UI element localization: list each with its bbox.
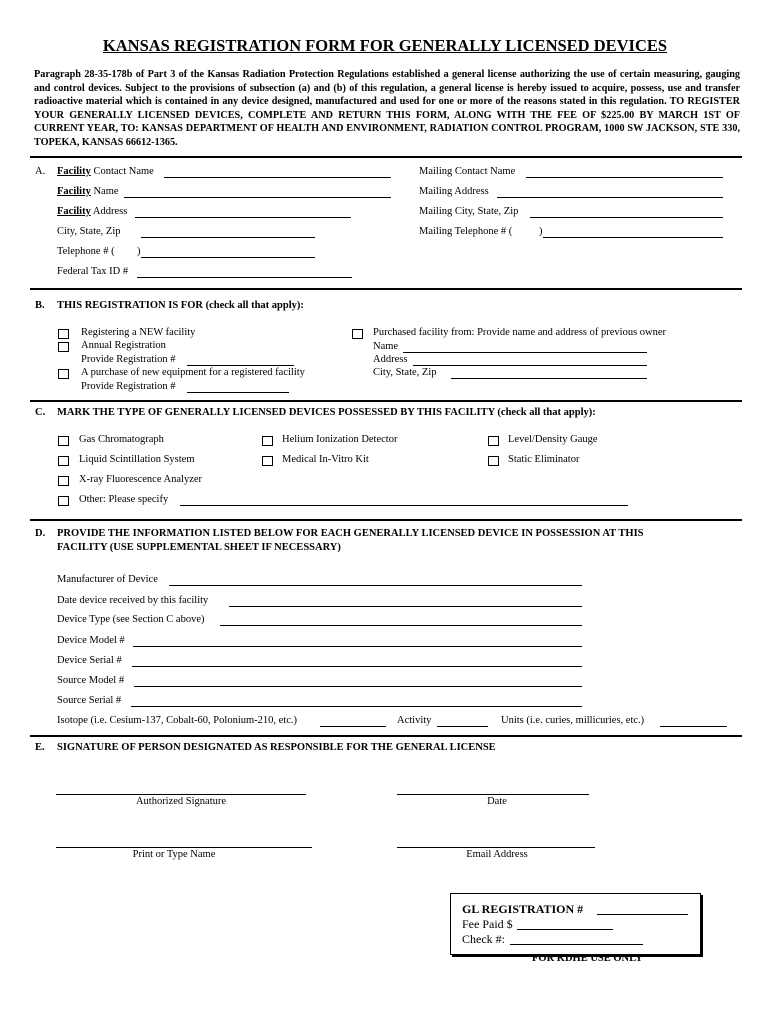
medical-kit-label: Medical In-Vitro Kit (282, 454, 369, 465)
previous-owner-name-label: Name (373, 341, 399, 352)
annual-registration-label: Annual Registration (81, 340, 166, 351)
facility-address-label: Facility Address (57, 206, 128, 217)
previous-owner-address-field[interactable] (413, 355, 647, 366)
page-title: KANSAS REGISTRATION FORM FOR GENERALLY LICENSED DEVICES (102, 36, 668, 55)
check-label: Check #: (462, 932, 505, 946)
federal-tax-id-label: Federal Tax ID # (57, 266, 129, 277)
liquid-scintillation-checkbox[interactable] (58, 456, 69, 466)
isotope-label: Isotope (i.e. Cesium-137, Cobalt-60, Polonium-210, etc.) (57, 715, 298, 726)
source-serial-field[interactable] (131, 696, 582, 707)
helium-detector-checkbox[interactable] (262, 436, 273, 446)
manufacturer-label: Manufacturer of Device (57, 574, 158, 585)
section-a-letter: A. (35, 166, 46, 177)
new-facility-checkbox[interactable] (58, 329, 69, 339)
mailing-telephone-label: Mailing Telephone # ( (419, 226, 513, 237)
date-received-field[interactable] (229, 596, 582, 607)
intro-paragraph: Paragraph 28-35-178b of Part 3 of the Kansas Radiation Protection Regulations established a general license authorizing the use of certain measuring, gauging and control devices. Subject to the provisions of subsection (a) and (b) of this regulation, a general license is hereby issued to acquire, possess, use and transfer radioactive material which is contained in any device designed, manufactured and used for one or more of the reasons stated in this regulation. TO REGISTER YOUR GENERALLY LICENSED DEVICES, COMPLETE AND RETURN THIS FORM, ALONG WITH THE FEE OF $225.00 BY MARCH 1ST OF CURRENT YEAR, TO: KANSAS DEPARTMENT OF HEALTH AND ENVIRONMENT, RADIATION CONTROL PROGRAM, 1000 SW JACKSON, STE 330, TOPEKA, KANSAS 66612-1365. (34, 69, 740, 148)
level-density-checkbox[interactable] (488, 436, 499, 446)
xray-analyzer-checkbox[interactable] (58, 476, 69, 486)
mailing-contact-name-field[interactable] (526, 167, 723, 178)
purchase-new-equipment-label: A purchase of new equipment for a registered facility (81, 367, 305, 378)
federal-tax-id-field[interactable] (137, 267, 352, 278)
city-state-zip-label: City, State, Zip (57, 226, 121, 237)
gl-registration-field[interactable] (597, 904, 688, 915)
mailing-telephone-paren: ) (539, 226, 543, 237)
facility-contact-name-label: Facility Contact Name (57, 166, 154, 177)
print-name-field[interactable] (56, 837, 312, 848)
activity-label: Activity (397, 715, 432, 726)
liquid-scintillation-label: Liquid Scintillation System (79, 454, 195, 465)
facility-address-field[interactable] (135, 207, 351, 218)
date-label: Date (487, 796, 507, 807)
telephone-field[interactable] (141, 247, 315, 258)
city-state-zip-field[interactable] (141, 227, 315, 238)
annual-registration-checkbox[interactable] (58, 342, 69, 352)
mailing-address-label: Mailing Address (419, 186, 489, 197)
date-field[interactable] (397, 784, 589, 795)
device-model-field[interactable] (133, 636, 582, 647)
previous-owner-address-label: Address (373, 354, 408, 365)
level-density-label: Level/Density Gauge (508, 434, 598, 445)
previous-owner-city-field[interactable] (451, 368, 647, 379)
mailing-city-label: Mailing City, State, Zip (419, 206, 519, 217)
facility-contact-name-field[interactable] (164, 167, 391, 178)
facility-name-field[interactable] (124, 187, 391, 198)
previous-owner-city-label: City, State, Zip (373, 367, 437, 378)
other-checkbox[interactable] (58, 496, 69, 506)
provide-registration-label: Provide Registration # (81, 354, 176, 365)
mailing-telephone-field[interactable] (543, 227, 723, 238)
device-model-label: Device Model # (57, 635, 125, 646)
source-model-field[interactable] (134, 676, 582, 687)
source-serial-label: Source Serial # (57, 695, 122, 706)
previous-owner-name-field[interactable] (403, 342, 647, 353)
check-number-field[interactable] (510, 934, 643, 945)
facility-name-label: Facility Name (57, 186, 119, 197)
print-name-label: Print or Type Name (132, 849, 216, 860)
other-specify-field[interactable] (180, 495, 628, 506)
units-field[interactable] (660, 716, 727, 727)
static-eliminator-label: Static Eliminator (508, 454, 580, 465)
email-label: Email Address (466, 849, 528, 860)
helium-detector-label: Helium Ionization Detector (282, 434, 398, 445)
date-received-label: Date device received by this facility (57, 595, 209, 606)
gl-registration-label: GL REGISTRATION # (462, 902, 584, 916)
email-field[interactable] (397, 837, 595, 848)
kdhe-use-only-label: FOR KDHE USE ONLY (532, 953, 643, 964)
section-d-letter: D. (35, 528, 46, 539)
section-c-heading: MARK THE TYPE OF GENERALLY LICENSED DEVICES POSSESSED BY THIS FACILITY (check all that apply): (57, 407, 596, 418)
isotope-field[interactable] (320, 716, 386, 727)
device-serial-label: Device Serial # (57, 655, 122, 666)
device-type-label: Device Type (see Section C above) (57, 614, 205, 625)
mailing-contact-name-label: Mailing Contact Name (419, 166, 516, 177)
device-serial-field[interactable] (132, 656, 582, 667)
mailing-city-field[interactable] (530, 207, 723, 218)
section-e-letter: E. (35, 742, 45, 753)
gas-chromatograph-label: Gas Chromatograph (79, 434, 164, 445)
xray-analyzer-label: X-ray Fluorescence Analyzer (79, 474, 203, 485)
telephone-paren: ) (137, 246, 141, 257)
activity-field[interactable] (437, 716, 488, 727)
purchase-new-equipment-checkbox[interactable] (58, 369, 69, 379)
source-model-label: Source Model # (57, 675, 125, 686)
registration-number-field-2[interactable] (187, 382, 289, 393)
authorized-signature-label: Authorized Signature (135, 796, 227, 807)
medical-kit-checkbox[interactable] (262, 456, 273, 466)
fee-paid-label: Fee Paid $ (462, 917, 513, 931)
telephone-label: Telephone # ( (57, 246, 115, 257)
section-d-heading-line1: PROVIDE THE INFORMATION LISTED BELOW FOR EACH GENERALLY LICENSED DEVICE IN POSSESSION AT THIS (57, 528, 644, 539)
manufacturer-field[interactable] (169, 575, 582, 586)
section-b-letter: B. (35, 300, 45, 311)
divider (30, 519, 742, 521)
registration-number-field[interactable] (187, 355, 294, 366)
section-c-letter: C. (35, 407, 46, 418)
divider (30, 288, 742, 290)
purchased-facility-checkbox[interactable] (352, 329, 363, 339)
units-label: Units (i.e. curies, millicuries, etc.) (501, 715, 645, 726)
authorized-signature-field[interactable] (56, 784, 306, 795)
purchased-facility-label: Purchased facility from: Provide name and address of previous owner (373, 327, 667, 338)
other-label: Other: Please specify (79, 494, 169, 505)
static-eliminator-checkbox[interactable] (488, 456, 499, 466)
fee-paid-field[interactable] (517, 919, 613, 930)
divider (30, 400, 742, 402)
section-e-heading: SIGNATURE OF PERSON DESIGNATED AS RESPONSIBLE FOR THE GENERAL LICENSE (57, 742, 496, 753)
section-d-heading-line2: FACILITY (USE SUPPLEMENTAL SHEET IF NECESSARY) (57, 542, 341, 553)
gas-chromatograph-checkbox[interactable] (58, 436, 69, 446)
divider (30, 735, 742, 737)
divider (30, 156, 742, 158)
provide-registration-label-2: Provide Registration # (81, 381, 176, 392)
section-b-heading: THIS REGISTRATION IS FOR (check all that apply): (57, 300, 304, 311)
new-facility-label: Registering a NEW facility (81, 327, 196, 338)
device-type-field[interactable] (220, 615, 582, 626)
mailing-address-field[interactable] (497, 187, 723, 198)
